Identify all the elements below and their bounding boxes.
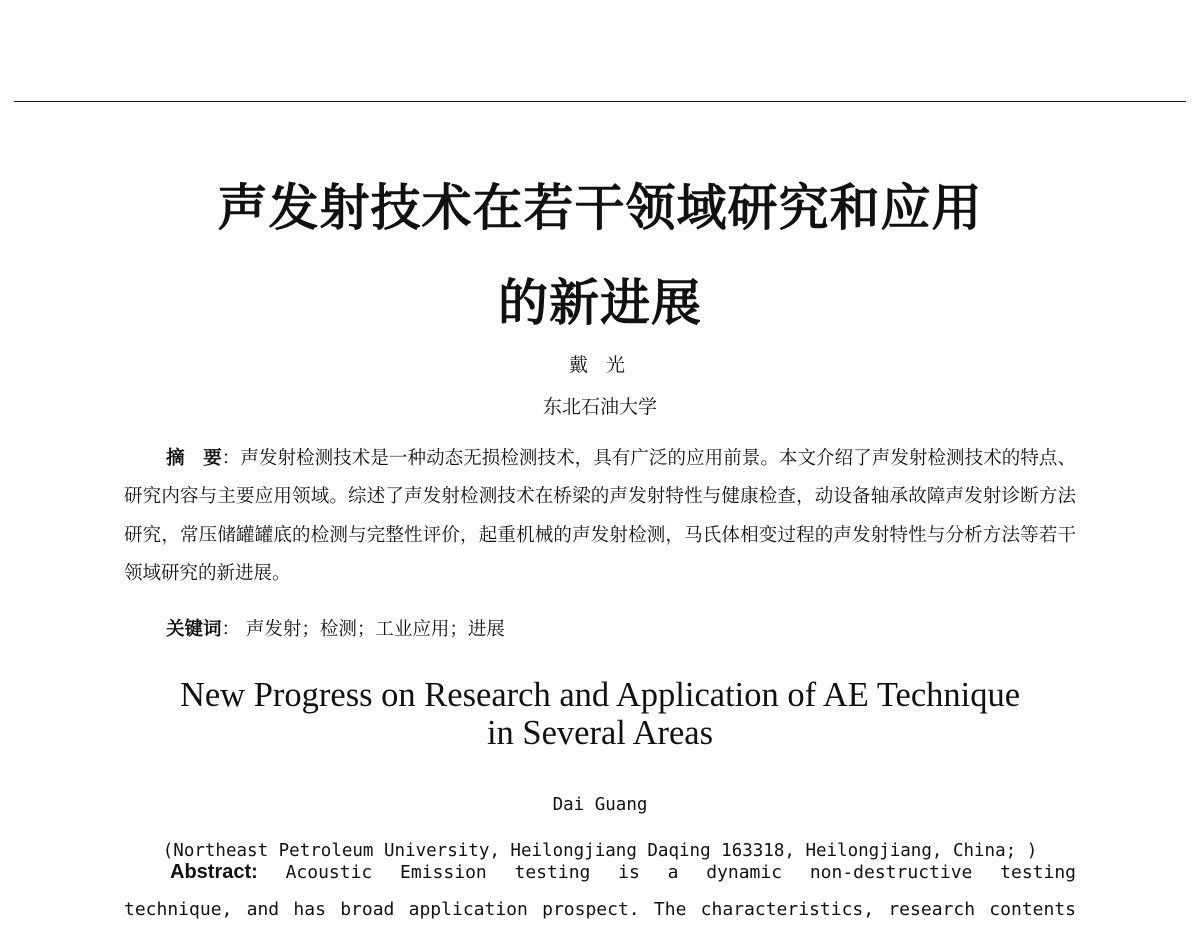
chinese-abstract-label: 摘 要 — [166, 448, 222, 469]
english-abstract — [124, 854, 1076, 928]
english-title — [0, 676, 1200, 752]
header-rule — [14, 101, 1186, 102]
english-abstract-text: Acoustic Emission testing is a dynamic non-destructive testing technique, and has broad application prospect. The characteristics, research contents — [124, 862, 1077, 920]
english-author: Dai Guang — [552, 795, 648, 815]
chinese-keywords-label: 关键词 — [166, 619, 222, 640]
english-abstract-label: Abstract: — [170, 861, 258, 883]
english-title-line-1: New Progress on Research and Application of AE Technique — [179, 676, 1021, 714]
english-affiliation: (Northeast Petroleum University, Heilongjiang Daqing 163318, Heilongjiang, China; ) — [162, 841, 1038, 861]
chinese-abstract: 摘 要：声发射检测技术是一种动态无损检测技术，具有广泛的应用前景。本文介绍了声发射检测技术的特点、研究内容与主要应用领域。综述了声发射检测技术在桥梁的声发射特性与健康检查，动设备轴承故障声发射诊断方法研究，常压储罐罐底的检测与完整性评价，起重机械的声发射检测，马氏体相变过程的声发射特性与分析方法等若干领域研究的新进展。 — [124, 448, 1076, 584]
english-title-line-2: in Several Areas — [486, 714, 714, 752]
chinese-title-line-1: 声发射技术在若干领域研究和应用 — [217, 178, 983, 237]
chinese-keywords: 关键词： 声发射；检测；工业应用；进展 — [166, 619, 505, 640]
chinese-abstract-text: 声发射检测技术是一种动态无损检测技术，具有广泛的应用前景。本文介绍了声发射检测技术的特点、研究内容与主要应用领域。综述了声发射检测技术在桥梁的声发射特性与健康检查，动设备轴承故障声发射诊断方法研究，常压储罐罐底的检测与完整性评价，起重机械的声发射检测，马氏体相变过程的声发射特性与分析方法等若干领域研究的新进展。 — [124, 448, 1076, 584]
chinese-affiliation: 东北石油大学 — [542, 396, 657, 418]
chinese-title-line-2: 的新进展 — [498, 273, 702, 332]
chinese-author: 戴 光 — [568, 354, 632, 376]
chinese-keywords-text: 声发射；检测；工业应用；进展 — [245, 619, 505, 640]
